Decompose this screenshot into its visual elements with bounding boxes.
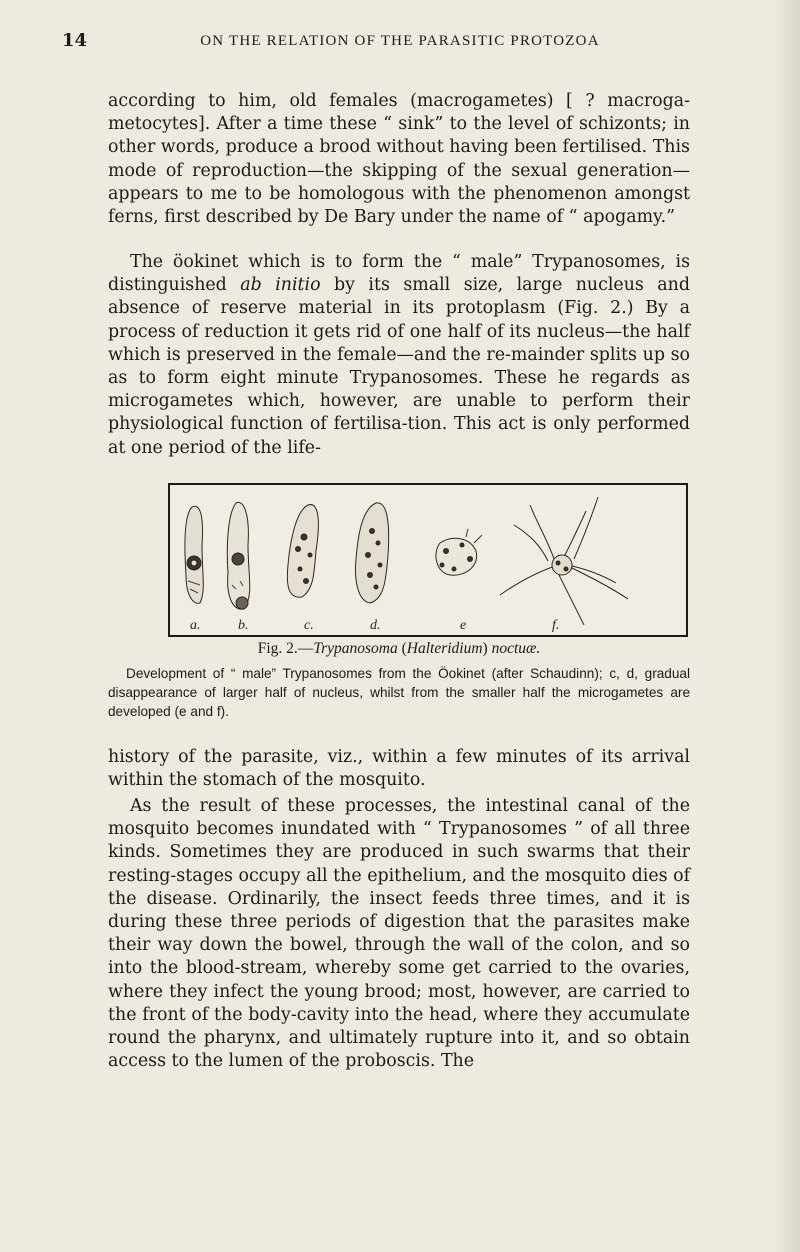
panel-label-d: d.: [370, 618, 381, 633]
figure-2-drawing: [170, 485, 686, 635]
paragraph-3: [108, 746, 690, 792]
figure-caption: [108, 640, 690, 658]
panel-label-e: e: [460, 618, 467, 633]
paragraph-3-text: history of the parasite, viz., within a few minutes of its arrival within the stomach of the mosquito.: [108, 747, 690, 791]
caption-genus: Trypanosoma: [313, 640, 398, 657]
paragraph-4: [108, 795, 690, 1073]
panel-label-a: a.: [190, 618, 201, 633]
caption-paren-open: (: [397, 640, 407, 657]
paragraph-1-text: according to him, old females (macrogametes) [ ? macroga-metocytes]. After a time these “ sink” to the level of schizonts; in other words, produce a brood without having been fertilised. This mode of reproduction—the skipping of the sexual generation—appears to me to be homologous with the phenomenon amongst ferns, first described by De Bary under the name of “ apogamy.”: [108, 91, 690, 228]
paragraph-2-italic: ab initio: [240, 275, 321, 296]
caption-subgenus: Halteridium: [406, 640, 483, 657]
caption-prefix: Fig. 2.—: [257, 640, 314, 657]
figure-description: Development of “ male” Trypanosomes from the Öokinet (after Schaudinn); c, d, gradual disappearance of larger half of nucleus, whilst from the smaller half the microgametes are developed (e and f).: [108, 666, 690, 719]
running-head: ON THE RELATION OF THE PARASITIC PROTOZOA: [200, 33, 600, 49]
panel-label-b: b.: [238, 618, 249, 633]
paragraph-4-text: As the result of these processes, the intestinal canal of the mosquito becomes inundated with “ Trypanosomes ” of all three kinds. Sometimes they are produced in such swarms that their resting-stages occupy all the epithelium, and the mosquito dies of the disease. Ordinarily, the insect feeds three times, and it is during these three periods of digestion that the parasites make their way down the bowel, through the wall of the colon, and so into the blood-stream, whereby some get carried to the ovaries, where they infect the young brood; most, however, are carried to the front of the body-cavity into the head, where they accumulate round the pharynx, and ultimately rupture into it, and so obtain access to the lumen of the proboscis. The: [108, 796, 690, 1072]
panel-e-cluster: [436, 529, 482, 575]
paragraph-1: [108, 90, 690, 229]
panel-c-cell: [287, 505, 318, 598]
figure-2-illustration: [168, 483, 688, 637]
page-edge-shadow: [774, 0, 800, 1252]
panel-label-c: c.: [304, 618, 314, 633]
page-number: 14: [62, 30, 88, 51]
panel-f-microgametes: [500, 497, 628, 625]
panel-d-cell: [356, 503, 389, 603]
panel-b-cell: [227, 502, 250, 609]
paragraph-2-part-b: by its small size, large nucleus and absence of reserve material in its protoplasm (Fig. 2.) By a process of reduction it gets rid of one half of its nucleus—the half which is preserved in the female—and the re-mainder splits up so as to form eight minute Trypanosomes. These he regards as microgametes which, however, are unable to perform their physiological function of fertilisa-tion. This act is only performed at one period of the life-: [108, 275, 690, 458]
paragraph-2-part-a: The öokinet which is to form the “ male” Trypanosomes, is distinguished: [108, 252, 690, 296]
paragraph-2-text: [108, 251, 690, 460]
paragraph-2: [108, 251, 690, 460]
panel-label-f: f.: [552, 618, 560, 633]
caption-species: noctuæ.: [491, 640, 541, 657]
caption-paren-close: ): [482, 640, 492, 657]
panel-a-cell: [185, 506, 203, 603]
